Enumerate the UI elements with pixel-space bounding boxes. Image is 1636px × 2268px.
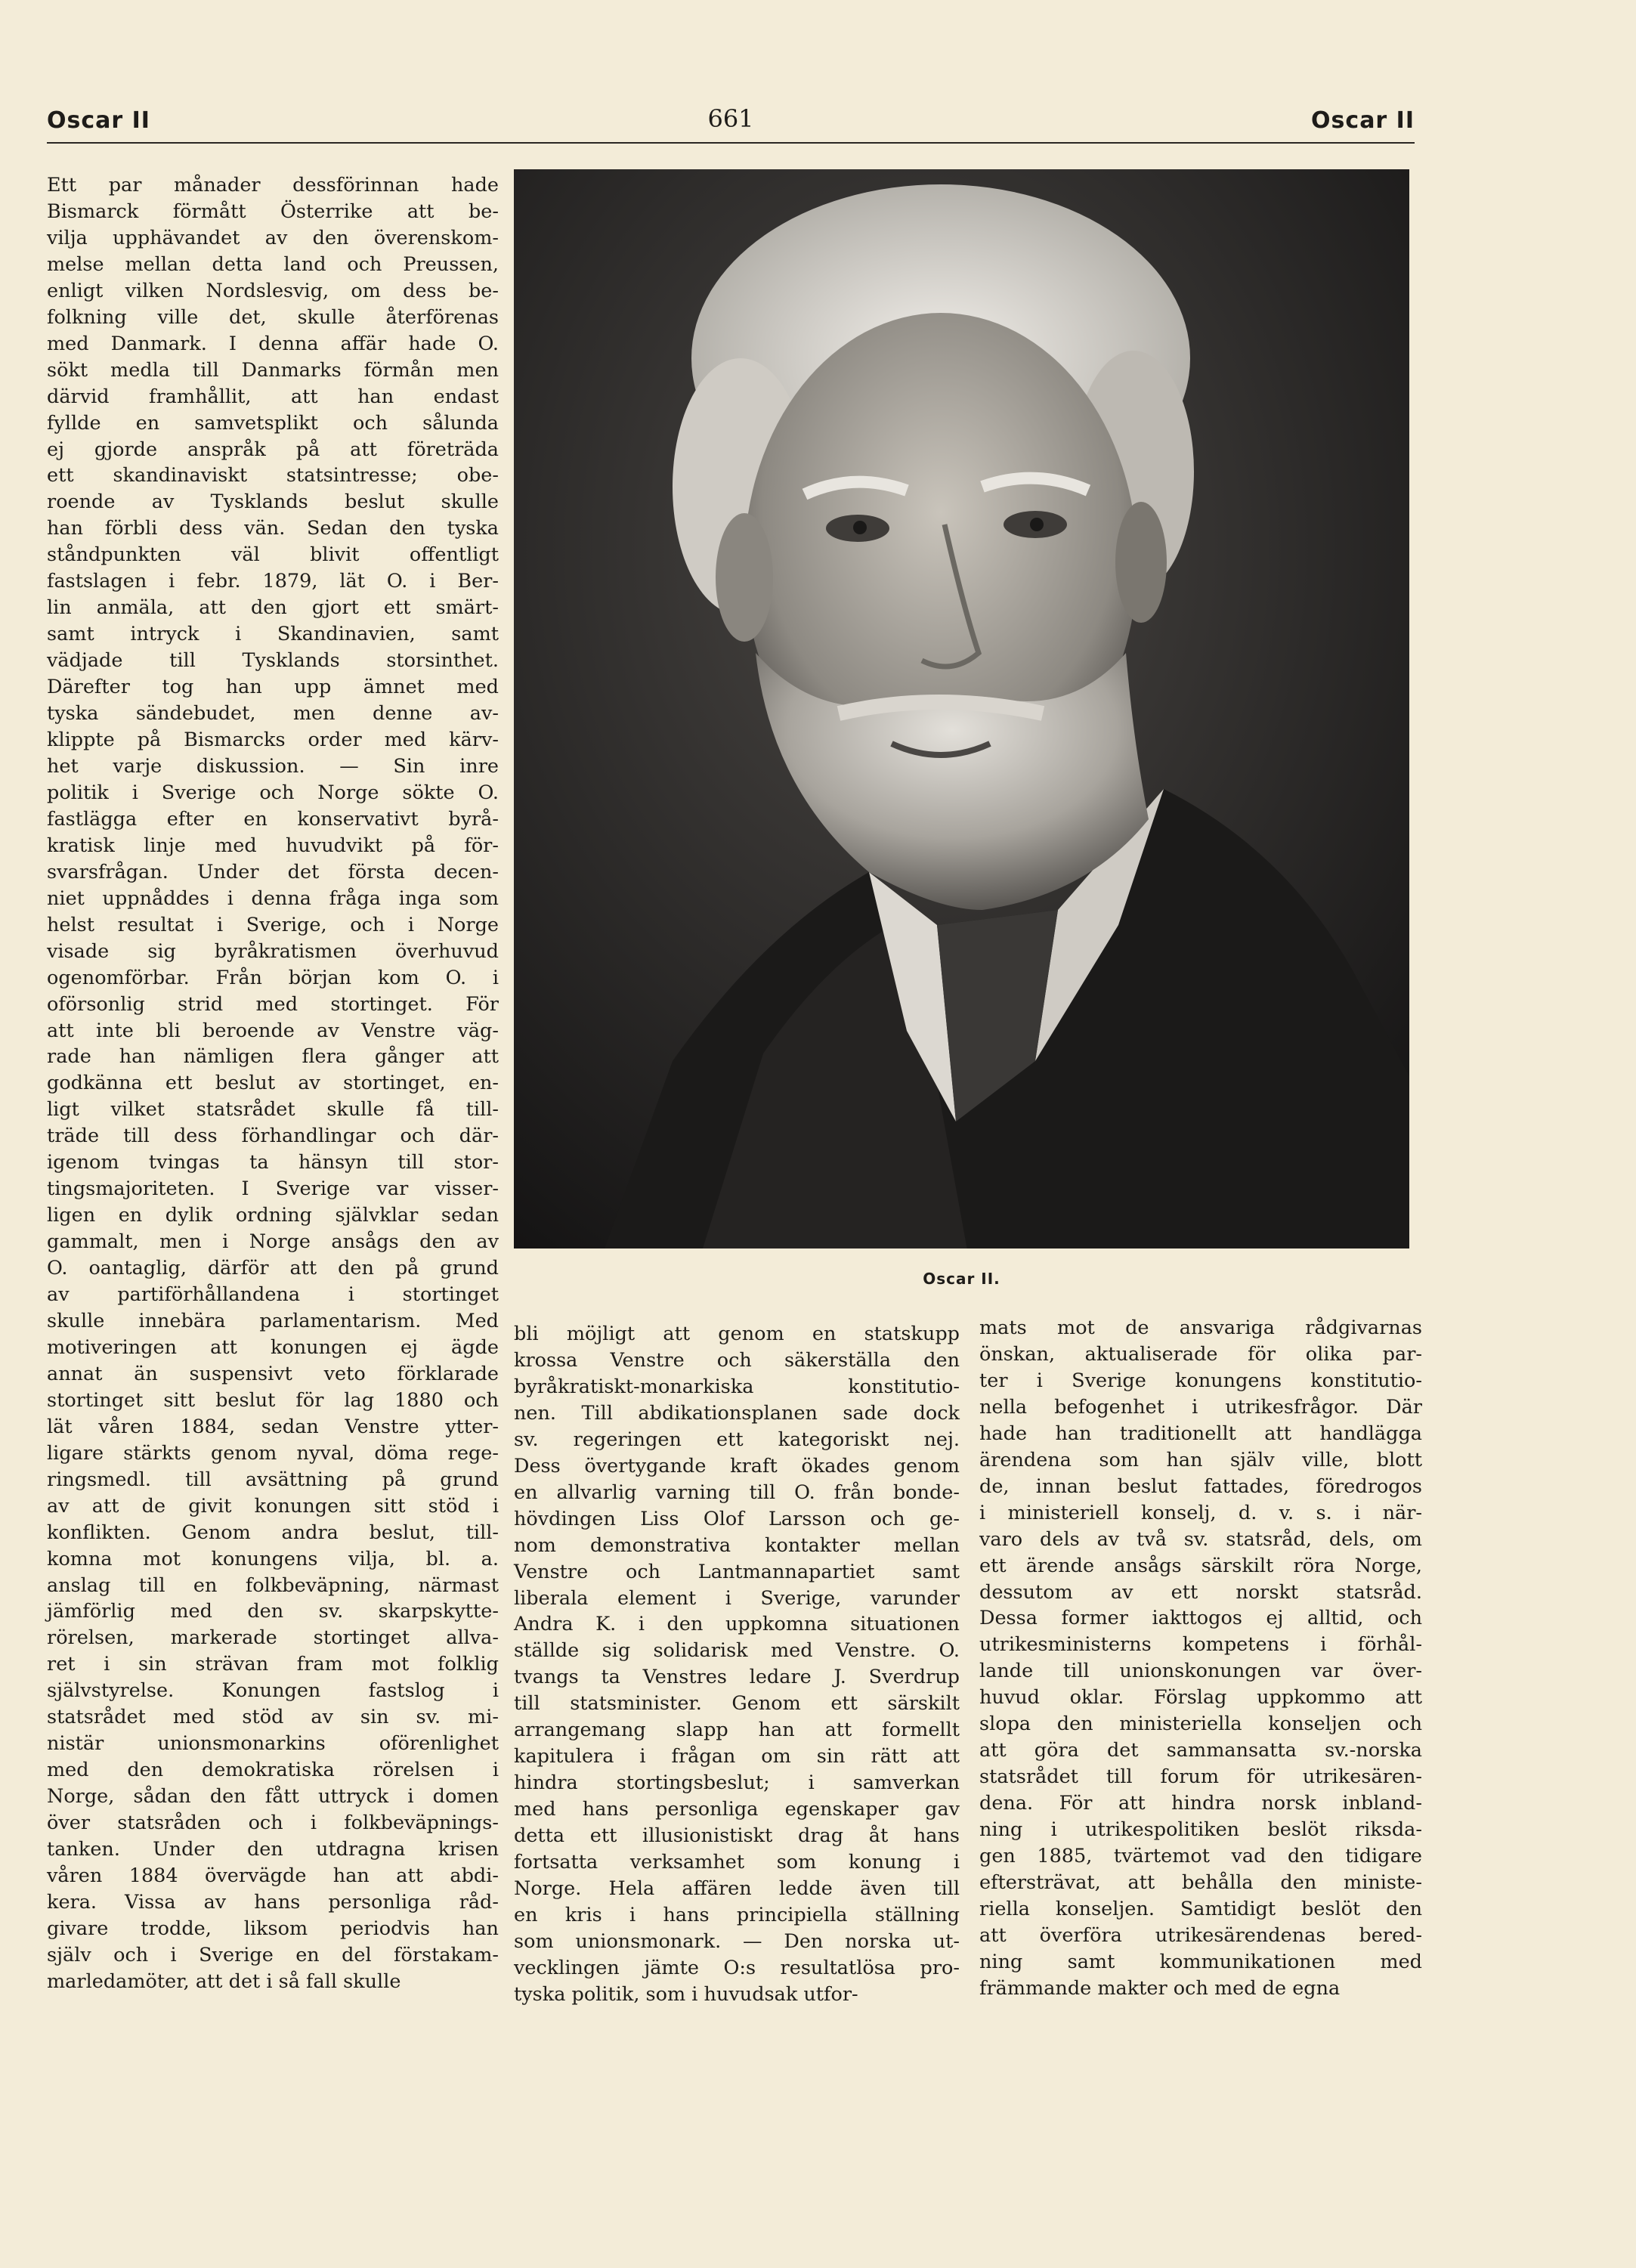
text-line: med hans personliga egenskaper gav: [514, 1798, 960, 1821]
text-line: ret i sin strävan fram mot folklig: [47, 1653, 499, 1676]
text-line: melse mellan detta land och Preussen,: [47, 252, 499, 276]
text-line: riella konseljen. Samtidigt beslöt den: [979, 1897, 1422, 1920]
text-line: gammalt, men i Norge ansågs den av: [47, 1230, 499, 1254]
text-line: politik i Sverige och Norge sökte O.: [47, 781, 499, 804]
text-line: tanken. Under den utdragna krisen: [47, 1838, 499, 1861]
text-line: kratisk linje med huvudvikt på för-: [47, 834, 499, 857]
text-line: sv. regeringen ett kategoriskt nej.: [514, 1428, 960, 1451]
text-line: byråkratiskt-monarkiska konstitutio-: [514, 1375, 960, 1398]
text-line: fastlägga efter en konservativt byrå-: [47, 807, 499, 831]
text-line: ej gjorde anspråk på att företräda: [47, 438, 499, 461]
text-line: att inte bli beroende av Venstre väg-: [47, 1019, 499, 1042]
figure-caption: Oscar II.: [923, 1270, 1000, 1288]
text-line: ligt vilket statsrådet skulle få till-: [47, 1098, 499, 1122]
text-line: het varje diskussion. — Sin inre: [47, 754, 499, 778]
text-line: helst resultat i Sverige, och i Norge: [47, 913, 499, 936]
text-line: fyllde en samvetsplikt och sålunda: [47, 411, 499, 435]
text-line: klippte på Bismarcks order med kärv-: [47, 729, 499, 752]
text-line: gen 1885, tvärtemot vad den tidigare: [979, 1845, 1422, 1868]
text-line: ställde sig solidarisk med Venstre. O.: [514, 1639, 960, 1663]
text-line: tyska sändebudet, men denne av-: [47, 702, 499, 726]
running-head-left: Oscar II: [47, 107, 150, 134]
text-line: oförsonlig strid med stortinget. För: [47, 992, 499, 1016]
text-line: han förbli dess vän. Sedan den tyska: [47, 517, 499, 540]
text-line: detta ett illusionistiskt drag åt hans: [514, 1824, 960, 1848]
text-line: rörelsen, markerade stortinget allva-: [47, 1626, 499, 1650]
text-line: igenom tvingas ta hänsyn till stor-: [47, 1151, 499, 1174]
text-line: anslag till en folkbeväpning, närmast: [47, 1573, 499, 1597]
text-line: vilja upphävandet av den överenskom-: [47, 226, 499, 249]
text-line: huvud oklar. Förslag uppkommo att: [979, 1686, 1422, 1710]
text-line: hade han traditionellt att handlägga: [979, 1422, 1422, 1445]
text-line: krossa Venstre och säkerställa den: [514, 1348, 960, 1372]
portrait-photo-icon: [514, 169, 1409, 1248]
text-line: Norge, sådan den fått uttryck i domen: [47, 1785, 499, 1809]
text-line: med den demokratiska rörelsen i: [47, 1759, 499, 1782]
text-line: våren 1884 övervägde han att abdi-: [47, 1864, 499, 1887]
text-line: annat än suspensivt veto förklarade: [47, 1362, 499, 1385]
text-line: dessutom av ett norskt statsråd.: [979, 1580, 1422, 1604]
text-line: bli möjligt att genom en statskupp: [514, 1323, 960, 1345]
text-line: främmande makter och med de egna: [979, 1976, 1341, 2000]
text-line: eftersträvat, att behålla den ministe-: [979, 1871, 1422, 1895]
text-line: komna mot konungens vilja, bl. a.: [47, 1547, 499, 1570]
text-line: Bismarck förmått Österrike att be-: [47, 200, 499, 223]
text-line: statsrådet till forum för utrikesären-: [979, 1765, 1422, 1789]
text-line: arrangemang slapp han att formellt: [514, 1719, 960, 1742]
text-line: ning samt kommunikationen med: [979, 1950, 1422, 1973]
text-line: tingsmajoriteten. I Sverige var visser-: [47, 1177, 499, 1201]
text-line: Norge. Hela affären ledde även till: [514, 1877, 960, 1901]
text-column-1: [47, 172, 499, 1995]
text-line: lät våren 1884, sedan Venstre ytter-: [47, 1415, 499, 1438]
text-line: svarsfrågan. Under det första decen-: [47, 860, 499, 883]
text-line: givare trodde, liksom periodvis han: [47, 1917, 499, 1940]
text-line: med Danmark. I denna affär hade O.: [47, 332, 499, 355]
text-line: önskan, aktualiserade för olika par-: [979, 1342, 1422, 1366]
running-head-right: Oscar II: [1311, 107, 1415, 134]
text-line: rade han nämligen flera gånger att: [47, 1045, 499, 1069]
text-line: nistär unionsmonarkins oförenlighet: [47, 1732, 499, 1756]
text-line: de, innan beslut fattades, föredrogos: [979, 1474, 1422, 1498]
text-line: enligt vilken Nordslesvig, om dess be-: [47, 279, 499, 302]
text-line: Dess övertygande kraft ökades genom: [514, 1454, 960, 1477]
text-line: folkning ville det, skulle återförenas: [47, 305, 499, 329]
text-line: att överföra utrikesärendenas bered-: [979, 1923, 1422, 1947]
text-line: vecklingen jämte O:s resultatlösa pro-: [514, 1956, 960, 1979]
text-line: därvid framhållit, att han endast: [47, 385, 499, 408]
text-line: till statsminister. Genom ett särskilt: [514, 1692, 960, 1716]
text-line: liberala element i Sverige, varunder: [514, 1586, 960, 1610]
text-line: jämförlig med den sv. skarpskytte-: [47, 1600, 499, 1623]
text-line: själv och i Sverige en del förstakam-: [47, 1943, 499, 1966]
text-column-3: [979, 1315, 1422, 2002]
text-line: visade sig byråkratismen överhuvud: [47, 939, 499, 963]
text-line: en allvarlig varning till O. från bonde-: [514, 1481, 960, 1504]
text-line: sökt medla till Danmarks förmån men: [47, 358, 499, 382]
text-line: hövdingen Liss Olof Larsson och ge-: [514, 1507, 960, 1530]
text-line: marledamöter, att det i så fall skulle: [47, 1969, 401, 1993]
text-line: roende av Tysklands beslut skulle: [47, 490, 499, 514]
text-line: att göra det sammansatta sv.-norska: [979, 1739, 1422, 1762]
text-line: Därefter tog han upp ämnet med: [47, 676, 499, 699]
text-line: ligare stärkts genom nyval, döma rege-: [47, 1441, 499, 1465]
text-line: tvangs ta Venstres ledare J. Sverdrup: [514, 1666, 960, 1689]
text-line: kera. Vissa av hans personliga råd-: [47, 1890, 499, 1914]
text-line: ståndpunkten väl blivit offentligt: [47, 543, 499, 567]
text-line: stortinget sitt beslut för lag 1880 och: [47, 1388, 499, 1412]
page-number: 661: [707, 104, 754, 133]
text-line: träde till dess förhandlingar och där-: [47, 1125, 499, 1148]
portrait-photo: [514, 169, 1409, 1248]
text-line: kapitulera i frågan om sin rätt att: [514, 1745, 960, 1768]
text-line: varo dels av två sv. statsråd, dels, om: [979, 1527, 1422, 1551]
text-line: ligen en dylik ordning självklar sedan: [47, 1204, 499, 1227]
text-line: dena. För att hindra norsk inbland-: [979, 1792, 1422, 1815]
text-line: Venstre och Lantmannapartiet samt: [514, 1560, 960, 1583]
text-line: över statsråden och i folkbeväpnings-: [47, 1812, 499, 1835]
text-line: motiveringen att konungen ej ägde: [47, 1335, 499, 1359]
text-line: ett skandinaviskt statsintresse; obe-: [47, 464, 499, 487]
text-line: ter i Sverige konungens konstitutio-: [979, 1369, 1422, 1392]
text-line: tyska politik, som i huvudsak utfor-: [514, 1982, 858, 2006]
text-line: Dessa former iakttogos ej alltid, och: [979, 1607, 1422, 1630]
text-line: lande till unionskonungen var över-: [979, 1660, 1422, 1683]
text-line: en kris i hans principiella ställning: [514, 1903, 960, 1926]
text-line: samt intryck i Skandinavien, samt: [47, 623, 499, 646]
text-line: i ministeriell konselj, d. v. s. i när-: [979, 1501, 1422, 1524]
text-line: O. oantaglig, därför att den på grund: [47, 1257, 499, 1280]
text-line: mats mot de ansvariga rådgivarnas: [979, 1317, 1422, 1339]
text-column-2: [514, 1321, 960, 2008]
text-line: statsrådet med stöd av sin sv. mi-: [47, 1706, 499, 1729]
text-line: självstyrelse. Konungen fastslog i: [47, 1679, 499, 1703]
text-line: som unionsmonark. — Den norska ut-: [514, 1929, 960, 1953]
text-line: av att de givit konungen sitt stöd i: [47, 1494, 499, 1518]
text-line: fortsatta verksamhet som konung i: [514, 1851, 960, 1874]
text-line: nella befogenhet i utrikesfrågor. Där: [979, 1395, 1422, 1419]
text-line: konflikten. Genom andra beslut, till-: [47, 1521, 499, 1544]
text-line: ning i utrikespolitiken beslöt riksda-: [979, 1818, 1422, 1842]
text-line: ärendena som han själv ville, blott: [979, 1448, 1422, 1471]
text-line: utrikesministerns kompetens i förhål-: [979, 1633, 1422, 1657]
text-line: fastslagen i febr. 1879, lät O. i Ber-: [47, 570, 499, 593]
text-line: hindra stortingsbeslut; i samverkan: [514, 1771, 960, 1795]
text-line: niet uppnåddes i denna fråga inga som: [47, 886, 499, 910]
text-line: Andra K. i den uppkomna situationen: [514, 1613, 960, 1636]
running-head: [47, 104, 1415, 144]
text-line: nen. Till abdikationsplanen sade dock: [514, 1401, 960, 1425]
text-line: skulle innebära parlamentarism. Med: [47, 1309, 499, 1332]
text-line: av partiförhållandena i stortinget: [47, 1283, 499, 1307]
text-line: Ett par månader dessförinnan hade: [47, 174, 499, 196]
text-line: slopa den ministeriella konseljen och: [979, 1713, 1422, 1736]
text-line: ogenomförbar. Från början kom O. i: [47, 966, 499, 989]
text-line: ett ärende ansågs särskilt röra Norge,: [979, 1554, 1422, 1577]
text-line: vädjade till Tysklands storsinthet.: [47, 649, 499, 673]
text-line: nom demonstrativa kontakter mellan: [514, 1533, 960, 1557]
text-line: ringsmedl. till avsättning på grund: [47, 1468, 499, 1491]
text-line: godkänna ett beslut av stortinget, en-: [47, 1072, 499, 1095]
text-line: lin anmäla, att den gjort ett smärt-: [47, 596, 499, 620]
